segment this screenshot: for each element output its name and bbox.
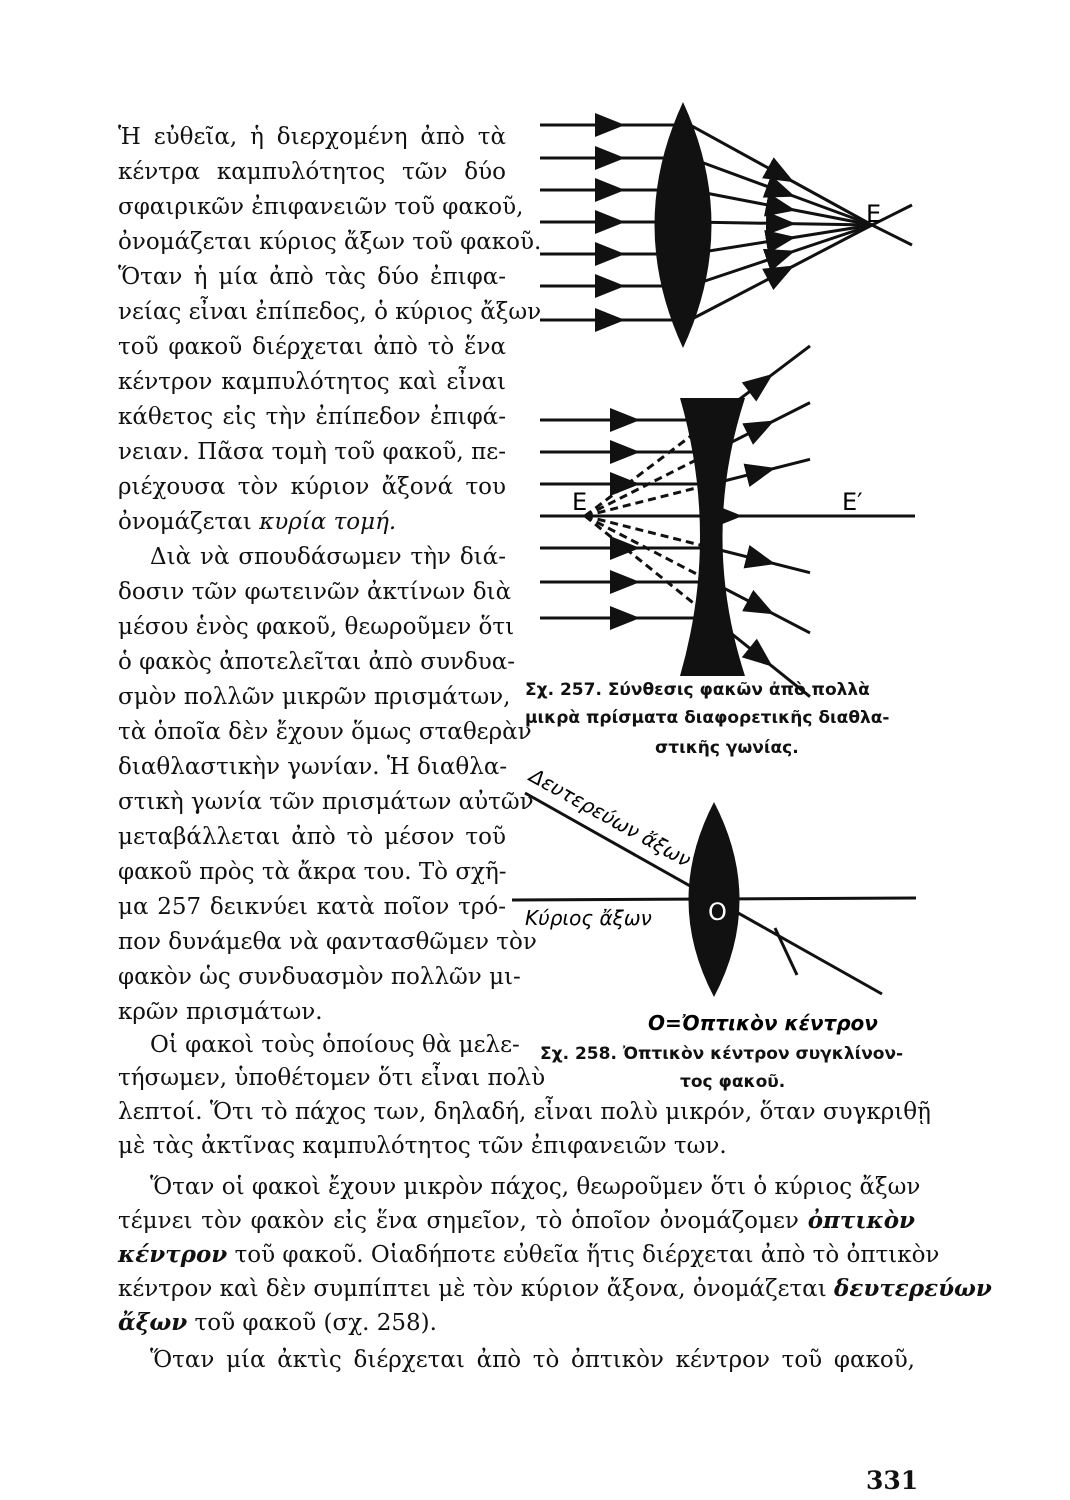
- text-line: τοῦ φακοῦ διέρχεται ἀπὸ τὸ ἕνα: [118, 334, 506, 360]
- text-line: φακὸν ὡς συνδυασμὸν πολλῶν μι-: [118, 964, 521, 990]
- text-span: κέντρον καὶ δὲν συμπίπτει μὲ τὸν κύριον ἄξονα, ὀνομάζεται: [118, 1276, 827, 1302]
- text-line: νειαν. Πᾶσα τομὴ τοῦ φακοῦ, πε-: [118, 439, 506, 465]
- light-ray: [690, 158, 872, 225]
- text-line: Ἡ εὐθεῖα, ἡ διερχομένη ἀπὸ τὰ: [118, 124, 506, 150]
- label-secondary-axis: Δευτερεύων ἄξων: [525, 763, 696, 872]
- figure-257-caption: στικῆς γωνίας.: [655, 738, 799, 758]
- text-line: Διὰ νὰ σπουδάσωμεν τὴν διά-: [150, 544, 506, 570]
- figure-258: [512, 762, 916, 1035]
- light-ray: [690, 125, 872, 225]
- text-line: Ὅταν ἡ μία ἀπὸ τὰς δύο ἐπιφα-: [118, 264, 506, 290]
- text-line: Ὅταν οἱ φακοὶ ἔχουν μικρὸν πάχος, θεωροῦμεν ὅτι ὁ κύριος ἄξων: [150, 1174, 921, 1200]
- light-ray: [585, 516, 712, 548]
- text-line: τὰ ὁποῖα δὲν ἔχουν ὅμως σταθερὰν: [118, 719, 532, 745]
- light-ray: [872, 225, 912, 245]
- text-line: Ὅταν μία ἀκτὶς διέρχεται ἀπὸ τὸ ὀπτικὸν κέντρον τοῦ φακοῦ,: [150, 1347, 915, 1373]
- text-line: μεταβάλλεται ἀπὸ τὸ μέσον τοῦ: [118, 824, 506, 850]
- term-center: κέντρον: [118, 1241, 228, 1268]
- text-span: ὀνομάζεται: [118, 509, 252, 535]
- label-focus-e-prime: E′: [842, 488, 863, 516]
- term-principal-section: κυρία τομή.: [259, 509, 397, 535]
- light-ray: [690, 190, 872, 225]
- light-ray: [712, 548, 810, 573]
- label-center-o: O: [708, 898, 727, 926]
- text-line: κάθετος εἰς τὴν ἐπίπεδον ἐπιφά-: [118, 404, 506, 430]
- text-line: διαθλαστικὴν γωνίαν. Ἡ διαθλα-: [118, 754, 508, 780]
- label-principal-axis: Κύριος ἄξων: [525, 906, 652, 930]
- text-line: δοσιν τῶν φωτεινῶν ἀκτίνων διὰ: [118, 579, 512, 605]
- figure-257-caption: Σχ. 257. Σύνθεσις φακῶν ἀπὸ πολλὰ: [525, 680, 870, 700]
- term-secondary: δευτερεύων: [834, 1275, 992, 1302]
- text-line: λεπτοί. Ὅτι τὸ πάχος των, δηλαδή, εἶναι πολὺ μικρόν, ὅταν συγκριθῇ: [118, 1099, 931, 1125]
- text-line: ριέχουσα τὸν κύριον ἄξονά του: [118, 474, 506, 500]
- text-line: τήσωμεν, ὑποθέτομεν ὅτι εἶναι πολὺ: [118, 1065, 546, 1091]
- text-line: κέντρα καμπυλότητος τῶν δύο: [118, 159, 506, 185]
- text-line: σφαιρικῶν ἐπιφανειῶν τοῦ φακοῦ,: [118, 194, 524, 220]
- text-line: κρῶν πρισμάτων.: [118, 999, 323, 1025]
- page-number: 331: [866, 1466, 919, 1495]
- term-optical: ὀπτικὸν: [807, 1207, 916, 1234]
- label-legend: O=Ὀπτικὸν κέντρον: [648, 1011, 878, 1035]
- light-ray: [585, 420, 712, 516]
- text-span: τέμνει τὸν φακὸν εἰς ἕνα σημεῖον, τὸ ὁποῖον ὀνομάζομεν: [118, 1208, 799, 1234]
- text-line: μα 257 δεικνύει κατὰ ποῖον τρό-: [118, 894, 506, 920]
- text-line: ὁ φακὸς ἀποτελεῖται ἀπὸ συνδυα-: [118, 649, 516, 675]
- label-focus-e: E: [866, 200, 882, 228]
- text-span: τοῦ φακοῦ (σχ. 258).: [194, 1310, 437, 1336]
- label-focus-e: E: [572, 488, 588, 516]
- text-line: σμὸν πολλῶν μικρῶν πρισμάτων,: [118, 684, 511, 710]
- text-line: φακοῦ πρὸς τὰ ἄκρα του. Τὸ σχῆ-: [118, 859, 507, 885]
- figure-258-caption: Σχ. 258. Ὀπτικὸν κέντρον συγκλίνον-: [540, 1044, 904, 1064]
- figure-257-caption: μικρὰ πρίσματα διαφορετικῆς διαθλα-: [525, 708, 890, 728]
- light-ray: [585, 484, 712, 516]
- light-ray: [690, 225, 872, 286]
- text-line: στικὴ γωνία τῶν πρισμάτων αὐτῶν: [118, 789, 534, 815]
- figure-257-diverging-lens: [540, 346, 915, 697]
- text-line: ὀνομάζεται κύριος ἄξων τοῦ φακοῦ.: [118, 229, 542, 255]
- text-line: μὲ τὰς ἀκτῖνας καμπυλότητος τῶν ἐπιφανειῶν των.: [118, 1133, 727, 1159]
- text-line: πον δυνάμεθα νὰ φαντασθῶμεν τὸν: [118, 929, 537, 955]
- text-line: Οἱ φακοὶ τοὺς ὁποίους θὰ μελε-: [150, 1032, 520, 1058]
- text-line: νείας εἶναι ἐπίπεδος, ὁ κύριος ἄξων: [118, 299, 542, 325]
- figure-257-converging-lens: [540, 102, 912, 348]
- text-line: μέσου ἑνὸς φακοῦ, θεωροῦμεν ὅτι: [118, 614, 515, 640]
- light-ray: [690, 222, 872, 225]
- figure-258-caption: τος φακοῦ.: [680, 1072, 786, 1092]
- term-axis: ἄξων: [118, 1309, 188, 1336]
- text-line: κέντρον καμπυλότητος καὶ εἶναι: [118, 369, 506, 395]
- text-span: τοῦ φακοῦ. Οἱαδήποτε εὐθεῖα ἥτις διέρχεται ἀπὸ τὸ ὀπτικὸν: [234, 1242, 940, 1268]
